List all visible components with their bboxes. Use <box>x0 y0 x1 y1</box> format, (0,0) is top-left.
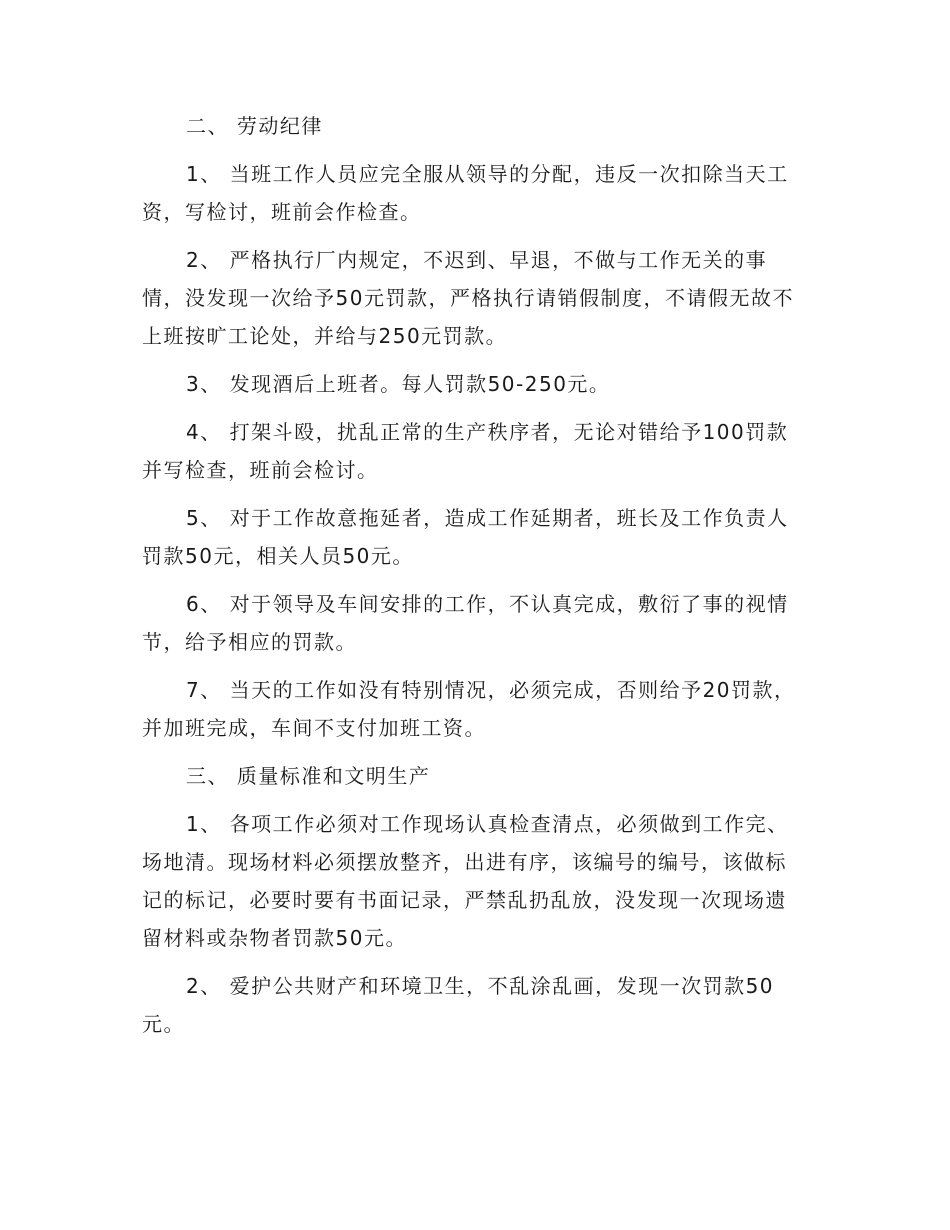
paragraph-line: 2、 爱护公共财产和环境卫生，不乱涂乱画，发现一次罚款50 <box>186 974 775 998</box>
paragraph-line: 并写检查，班前会检讨。 <box>142 458 379 482</box>
paragraph-line: 节，给予相应的罚款。 <box>142 630 357 654</box>
list-item <box>142 365 810 403</box>
section-heading-labor-discipline: 二、 劳动纪律 <box>186 114 323 138</box>
paragraph-line: 元。 <box>142 1012 185 1036</box>
paragraph-line: 7、 当天的工作如没有特别情况，必须完成，否则给予20罚款， <box>186 678 796 702</box>
paragraph-line: 并加班完成，车间不支付加班工资。 <box>142 716 486 740</box>
list-item <box>142 499 810 575</box>
list-item <box>142 585 810 661</box>
list-item <box>142 805 810 957</box>
list-item <box>142 155 810 231</box>
paragraph-line: 留材料或杂物者罚款50元。 <box>142 926 407 950</box>
paragraph-line: 情，没发现一次给予50元罚款，严格执行请销假制度，不请假无故不 <box>142 286 794 310</box>
section-heading-quality-standards: 三、 质量标准和文明生产 <box>186 764 431 788</box>
list-item <box>142 413 810 489</box>
paragraph-line: 资，写检讨，班前会作检查。 <box>142 200 422 224</box>
paragraph-line: 1、 各项工作必须对工作现场认真检查清点，必须做到工作完、 <box>186 812 789 836</box>
paragraph-line: 记的标记，必要时要有书面记录，严禁乱扔乱放，没发现一次现场遗 <box>142 888 787 912</box>
paragraph-line: 1、 当班工作人员应完全服从领导的分配，违反一次扣除当天工 <box>186 162 789 186</box>
paragraph-line: 2、 严格执行厂内规定，不迟到、早退，不做与工作无关的事 <box>186 248 768 272</box>
paragraph-line: 罚款50元，相关人员50元。 <box>142 544 414 568</box>
list-item <box>142 671 810 747</box>
paragraph-line: 上班按旷工论处，并给与250元罚款。 <box>142 324 508 348</box>
document-body <box>142 107 810 1043</box>
paragraph-line: 5、 对于工作故意拖延者，造成工作延期者，班长及工作负责人 <box>186 506 789 530</box>
list-item <box>142 241 810 355</box>
list-item <box>142 967 810 1043</box>
paragraph-line: 6、 对于领导及车间安排的工作，不认真完成，敷衍了事的视情 <box>186 592 789 616</box>
paragraph-line: 4、 打架斗殴，扰乱正常的生产秩序者，无论对错给予100罚款 <box>186 420 789 444</box>
paragraph-line: 3、 发现酒后上班者。每人罚款50-250元。 <box>186 372 611 396</box>
paragraph-line: 场地清。现场材料必须摆放整齐，出进有序，该编号的编号，该做标 <box>142 850 787 874</box>
